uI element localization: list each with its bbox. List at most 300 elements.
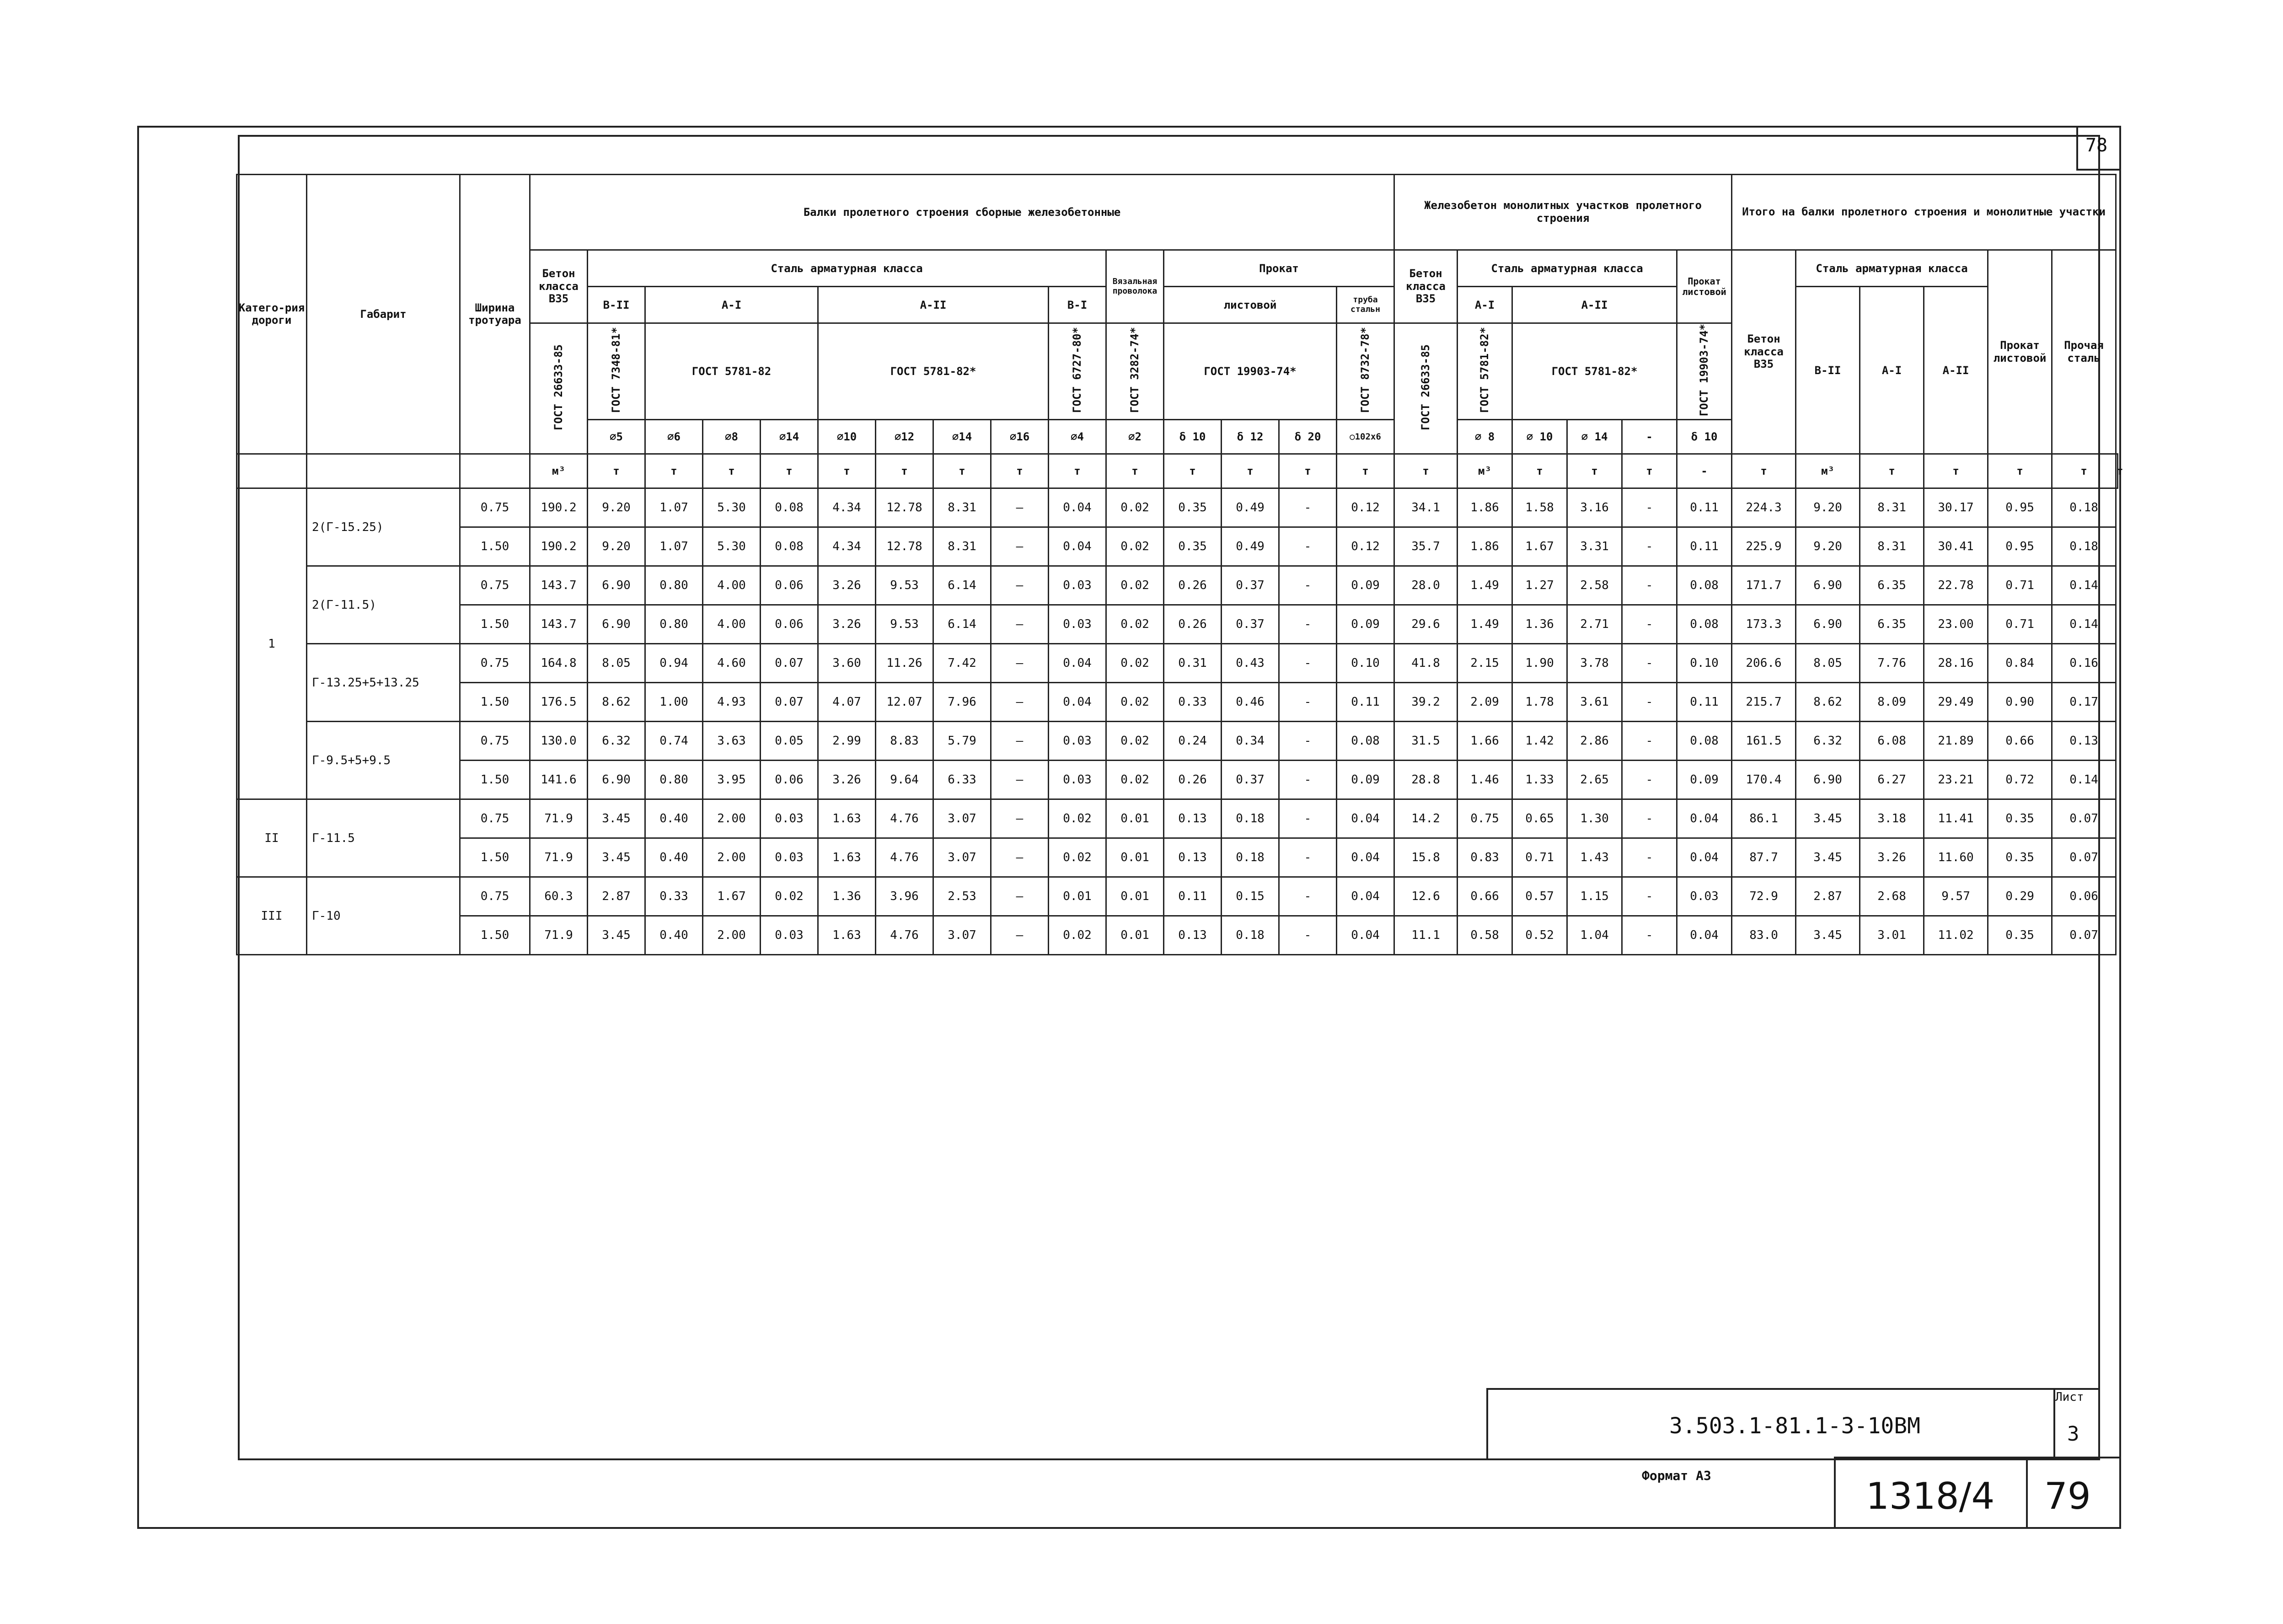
table-cell: 143.7	[530, 566, 588, 605]
table-cell: 0.65	[1512, 799, 1567, 838]
table-cell: 0.02	[1049, 799, 1106, 838]
table-cell: 3.45	[1796, 838, 1860, 877]
diameter2: δ 10	[1677, 420, 1732, 454]
table-cell: -	[1622, 916, 1677, 955]
diameter: ⌀16	[991, 420, 1049, 454]
table-cell: 0.02	[1106, 644, 1164, 683]
table-cell: 28.8	[1394, 761, 1458, 799]
table-cell: 3.31	[1567, 527, 1622, 566]
gost2-19903: ГОСТ 19903-74*	[1677, 323, 1732, 420]
table-cell: 0.71	[1988, 566, 2052, 605]
table-cell: 9.64	[876, 761, 933, 799]
table-cell: 164.8	[530, 644, 588, 683]
unit-cell: т	[1337, 454, 1394, 488]
table-cell: Г-10	[307, 877, 460, 955]
table-cell: 2.00	[703, 916, 761, 955]
col-category: Катего-рия дороги	[237, 175, 307, 454]
table-cell: 1.36	[1512, 605, 1567, 644]
table-cell: 0.83	[1458, 838, 1512, 877]
group-monolith: Железобетон монолитных участков пролетного строения	[1394, 175, 1732, 250]
table-cell: –	[991, 916, 1049, 955]
unit-cell: т	[1106, 454, 1164, 488]
table-cell: 0.33	[1164, 683, 1222, 722]
table-cell: 0.24	[1164, 722, 1222, 761]
unit-cell: т	[645, 454, 703, 488]
diameter: ⌀4	[1049, 420, 1106, 454]
h-beton2: Бетон класса В35	[1394, 250, 1458, 323]
table-cell: 0.01	[1106, 877, 1164, 916]
h3-cls-a1: А-I	[1860, 287, 1924, 454]
table-cell: 28.0	[1394, 566, 1458, 605]
gost-beton: ГОСТ 26633-85	[530, 323, 588, 454]
h2-cls-a2: А-II	[1512, 287, 1677, 323]
table-cell: 0.03	[1677, 877, 1732, 916]
table-cell: -	[1279, 761, 1337, 799]
h-cls-b2: В-II	[588, 287, 645, 323]
table-cell: 0.26	[1164, 566, 1222, 605]
gost-7348: ГОСТ 7348-81*	[588, 323, 645, 420]
table-cell: 12.07	[876, 683, 933, 722]
table-cell: 3.26	[818, 566, 876, 605]
h-prokat3: Прокат листовой	[1988, 250, 2052, 454]
unit-cell: т	[1222, 454, 1279, 488]
unit-cell: т	[1860, 454, 1924, 488]
table-cell: 8.31	[1860, 488, 1924, 527]
table-cell: 141.6	[530, 761, 588, 799]
table-row	[237, 799, 2118, 838]
table-cell: 6.32	[1796, 722, 1860, 761]
diameter: ⌀8	[703, 420, 761, 454]
table-cell: 0.14	[2052, 761, 2116, 799]
table-cell: 0.26	[1164, 605, 1222, 644]
table-cell: 0.04	[1337, 799, 1394, 838]
inv-number: 1318/4	[1866, 1475, 1995, 1517]
table-cell: 0.02	[1049, 916, 1106, 955]
diameter: ⌀2	[1106, 420, 1164, 454]
table-cell: 0.75	[1458, 799, 1512, 838]
table-cell: 1.00	[645, 683, 703, 722]
gost2-beton: ГОСТ 26633-85	[1394, 323, 1458, 454]
table-cell: 0.02	[1106, 722, 1164, 761]
table-cell: 1.50	[460, 916, 530, 955]
table-cell: 6.08	[1860, 722, 1924, 761]
table-cell: 0.08	[1677, 566, 1732, 605]
materials-table	[236, 174, 2123, 955]
table-row	[237, 488, 2118, 527]
table-cell: 11.41	[1924, 799, 1988, 838]
table-cell: -	[1622, 488, 1677, 527]
table-cell: 29.6	[1394, 605, 1458, 644]
table-cell: 0.35	[1988, 799, 2052, 838]
table-cell: 0.10	[1337, 644, 1394, 683]
table-cell: 11.26	[876, 644, 933, 683]
table-cell: 0.04	[1049, 488, 1106, 527]
table-cell: 23.21	[1924, 761, 1988, 799]
table-cell: 0.49	[1222, 527, 1279, 566]
unit-cell: м³	[1796, 454, 1860, 488]
table-cell: 2(Г-15.25)	[307, 488, 460, 566]
table-cell: 0.02	[1106, 566, 1164, 605]
table-cell: 0.04	[1049, 683, 1106, 722]
table-cell: 0.18	[1222, 799, 1279, 838]
table-cell: 130.0	[530, 722, 588, 761]
unit-cell: т	[1512, 454, 1567, 488]
table-cell: -	[1279, 488, 1337, 527]
table-cell: 0.34	[1222, 722, 1279, 761]
table-cell: 1.50	[460, 838, 530, 877]
table-cell: 1.04	[1567, 916, 1622, 955]
table-cell: 72.9	[1732, 877, 1796, 916]
table-cell: 34.1	[1394, 488, 1458, 527]
table-cell: 0.09	[1337, 761, 1394, 799]
table-cell: 0.18	[1222, 838, 1279, 877]
h-stal3: Сталь арматурная класса	[1796, 250, 1988, 287]
table-cell: 0.74	[645, 722, 703, 761]
unit-cell: м³	[530, 454, 588, 488]
table-cell: 0.05	[761, 722, 818, 761]
table-cell: 0.37	[1222, 761, 1279, 799]
table-cell: 0.13	[2052, 722, 2116, 761]
table-cell: 0.02	[1106, 488, 1164, 527]
table-cell: 0.11	[1337, 683, 1394, 722]
unit-cell: т	[1988, 454, 2052, 488]
table-cell: 0.03	[1049, 761, 1106, 799]
table-cell: 190.2	[530, 527, 588, 566]
table-cell: 0.84	[1988, 644, 2052, 683]
table-cell: -	[1279, 799, 1337, 838]
table-cell: -	[1622, 527, 1677, 566]
table-cell: 0.12	[1337, 488, 1394, 527]
table-cell: 3.96	[876, 877, 933, 916]
table-cell: 0.09	[1677, 761, 1732, 799]
table-cell: 11.1	[1394, 916, 1458, 955]
table-cell: 9.20	[588, 488, 645, 527]
table-cell: 3.78	[1567, 644, 1622, 683]
table-cell: 0.14	[2052, 566, 2116, 605]
table-cell: 0.02	[1106, 761, 1164, 799]
diameter: ⌀5	[588, 420, 645, 454]
table-cell: 0.94	[645, 644, 703, 683]
table-cell: 5.79	[933, 722, 991, 761]
table-cell: 12.78	[876, 488, 933, 527]
table-cell: 0.75	[460, 566, 530, 605]
table-cell: 0.08	[761, 488, 818, 527]
table-cell: 6.32	[588, 722, 645, 761]
table-cell: 0.04	[1337, 916, 1394, 955]
table-cell: 21.89	[1924, 722, 1988, 761]
table-cell: 0.06	[2052, 877, 2116, 916]
diameter: δ 12	[1222, 420, 1279, 454]
table-cell: 39.2	[1394, 683, 1458, 722]
table-cell: 0.11	[1677, 683, 1732, 722]
table-cell: 0.49	[1222, 488, 1279, 527]
table-cell: -	[1622, 877, 1677, 916]
table-cell: 3.61	[1567, 683, 1622, 722]
h-beton3: Бетон класса В35	[1732, 250, 1796, 454]
table-cell: 14.2	[1394, 799, 1458, 838]
table-cell: 0.01	[1106, 838, 1164, 877]
table-cell: 5.30	[703, 527, 761, 566]
table-cell: 2(Г-11.5)	[307, 566, 460, 644]
table-cell: –	[991, 838, 1049, 877]
table-cell: Г-13.25+5+13.25	[307, 644, 460, 722]
table-cell: 0.04	[1677, 838, 1732, 877]
table-cell: 0.09	[1337, 605, 1394, 644]
table-cell: 1	[237, 488, 307, 799]
table-cell: 0.08	[761, 527, 818, 566]
table-cell: 9.20	[588, 527, 645, 566]
table-cell: 1.43	[1567, 838, 1622, 877]
table-cell: 7.76	[1860, 644, 1924, 683]
table-cell: 0.07	[761, 644, 818, 683]
table-cell: 2.87	[1796, 877, 1860, 916]
table-cell: 6.14	[933, 605, 991, 644]
table-cell: 9.53	[876, 605, 933, 644]
h-prokat: Прокат	[1164, 250, 1394, 287]
table-cell: 2.53	[933, 877, 991, 916]
table-cell: 3.45	[588, 916, 645, 955]
format-label: Формат А3	[1642, 1468, 1711, 1483]
table-cell: 1.63	[818, 799, 876, 838]
table-cell: 1.07	[645, 527, 703, 566]
table-cell: 225.9	[1732, 527, 1796, 566]
table-cell: 1.15	[1567, 877, 1622, 916]
table-cell: 0.08	[1677, 605, 1732, 644]
table-cell: 3.60	[818, 644, 876, 683]
table-cell: –	[991, 488, 1049, 527]
table-cell: Г-11.5	[307, 799, 460, 877]
table-cell: 1.49	[1458, 605, 1512, 644]
diameter: ⌀14	[761, 420, 818, 454]
table-cell: -	[1279, 722, 1337, 761]
table-cell: 7.96	[933, 683, 991, 722]
table-cell: -	[1622, 799, 1677, 838]
table-cell: II	[237, 799, 307, 877]
table-row	[237, 877, 2118, 916]
table-cell: 4.07	[818, 683, 876, 722]
table-cell: 6.90	[588, 566, 645, 605]
diameter: ○102х6	[1337, 420, 1394, 454]
table-cell: 0.29	[1988, 877, 2052, 916]
table-cell: 0.35	[1988, 916, 2052, 955]
table-cell: 3.18	[1860, 799, 1924, 838]
table-cell: 0.80	[645, 761, 703, 799]
table-cell: 224.3	[1732, 488, 1796, 527]
table-cell: 0.58	[1458, 916, 1512, 955]
table-cell: 0.57	[1512, 877, 1567, 916]
table-cell: 6.90	[1796, 566, 1860, 605]
table-cell: 1.27	[1512, 566, 1567, 605]
table-cell: 3.45	[1796, 799, 1860, 838]
table-cell: 12.78	[876, 527, 933, 566]
table-cell: 1.86	[1458, 488, 1512, 527]
table-cell: -	[1622, 644, 1677, 683]
table-cell: 60.3	[530, 877, 588, 916]
table-cell: 0.03	[1049, 605, 1106, 644]
table-cell: 4.93	[703, 683, 761, 722]
table-cell: 0.43	[1222, 644, 1279, 683]
table-cell: 1.90	[1512, 644, 1567, 683]
unit-cell: т	[1394, 454, 1458, 488]
table-cell: 8.62	[588, 683, 645, 722]
table-cell: 30.17	[1924, 488, 1988, 527]
diameter: ⌀14	[933, 420, 991, 454]
table-cell: 0.31	[1164, 644, 1222, 683]
diameter2: -	[1622, 420, 1677, 454]
table-row	[237, 527, 2118, 566]
table-cell: 0.40	[645, 916, 703, 955]
table-cell: 0.90	[1988, 683, 2052, 722]
table-cell: 0.75	[460, 722, 530, 761]
table-cell: 161.5	[1732, 722, 1796, 761]
table-cell: 6.35	[1860, 566, 1924, 605]
table-cell: 0.02	[1106, 527, 1164, 566]
table-cell: 0.35	[1988, 838, 2052, 877]
table-cell: 0.80	[645, 566, 703, 605]
unit-cell: т	[1164, 454, 1222, 488]
table-cell: 0.95	[1988, 527, 2052, 566]
table-cell: 23.00	[1924, 605, 1988, 644]
table-cell: 0.04	[1677, 916, 1732, 955]
table-row	[237, 838, 2118, 877]
table-cell: 0.01	[1106, 799, 1164, 838]
table-cell: 0.18	[2052, 488, 2116, 527]
table-cell: 2.09	[1458, 683, 1512, 722]
table-cell: –	[991, 761, 1049, 799]
table-cell: 3.26	[818, 605, 876, 644]
table-cell: 4.34	[818, 527, 876, 566]
table-cell: 0.71	[1512, 838, 1567, 877]
h-proch: Прочая сталь	[2052, 250, 2116, 454]
sheet-number: 3	[2067, 1422, 2079, 1446]
table-cell: -	[1279, 838, 1337, 877]
table-cell: 1.63	[818, 838, 876, 877]
table-cell: 0.09	[1337, 566, 1394, 605]
table-cell: 0.02	[1106, 605, 1164, 644]
table-cell: 0.01	[1049, 877, 1106, 916]
table-cell: 1.58	[1512, 488, 1567, 527]
gost-5781b: ГОСТ 5781-82*	[818, 323, 1049, 420]
table-cell: 0.08	[1337, 722, 1394, 761]
table-cell: 2.99	[818, 722, 876, 761]
table-cell: 206.6	[1732, 644, 1796, 683]
h-stal: Сталь арматурная класса	[588, 250, 1106, 287]
table-cell: 1.33	[1512, 761, 1567, 799]
table-cell: 31.5	[1394, 722, 1458, 761]
table-cell: 0.37	[1222, 605, 1279, 644]
table-cell: 0.13	[1164, 916, 1222, 955]
table-cell: –	[991, 605, 1049, 644]
table-cell: 0.03	[761, 799, 818, 838]
table-cell: 1.46	[1458, 761, 1512, 799]
table-cell: 71.9	[530, 799, 588, 838]
table-cell: 4.34	[818, 488, 876, 527]
unit-cell: т	[876, 454, 933, 488]
table-cell: 2.87	[588, 877, 645, 916]
table-cell: 1.78	[1512, 683, 1567, 722]
table-cell: 8.31	[1860, 527, 1924, 566]
col-gabarit: Габарит	[307, 175, 460, 454]
table-cell: –	[991, 722, 1049, 761]
h-cls-a2: А-II	[818, 287, 1049, 323]
table-cell: 0.02	[761, 877, 818, 916]
table-cell: -	[1622, 722, 1677, 761]
table-cell: 176.5	[530, 683, 588, 722]
group-beams: Балки пролетного строения сборные железобетонные	[530, 175, 1394, 250]
table-cell: 83.0	[1732, 916, 1796, 955]
table-cell: 0.52	[1512, 916, 1567, 955]
h3-cls-a2: А-II	[1924, 287, 1988, 454]
table-cell: 0.06	[761, 761, 818, 799]
diameter2: ⌀ 14	[1567, 420, 1622, 454]
table-cell: 2.71	[1567, 605, 1622, 644]
table-cell: 0.40	[645, 799, 703, 838]
diameter: δ 20	[1279, 420, 1337, 454]
table-cell: 2.00	[703, 799, 761, 838]
unit-cell: т	[1567, 454, 1622, 488]
gost2-5781b: ГОСТ 5781-82*	[1512, 323, 1677, 420]
table-cell: 0.03	[761, 916, 818, 955]
table-cell: 9.57	[1924, 877, 1988, 916]
unit-cell: т	[761, 454, 818, 488]
table-cell: -	[1622, 566, 1677, 605]
table-cell: 0.06	[761, 566, 818, 605]
table-cell: 0.07	[2052, 838, 2116, 877]
table-cell: 0.06	[761, 605, 818, 644]
table-cell: 9.20	[1796, 527, 1860, 566]
page-number: 79	[2044, 1475, 2091, 1517]
table-cell: 2.00	[703, 838, 761, 877]
table-cell: 0.95	[1988, 488, 2052, 527]
table-cell: –	[991, 877, 1049, 916]
table-cell: 0.04	[1049, 527, 1106, 566]
table-cell: 0.11	[1677, 488, 1732, 527]
table-cell: 1.50	[460, 683, 530, 722]
table-cell: -	[1279, 683, 1337, 722]
table-cell: 1.07	[645, 488, 703, 527]
table-cell: 0.17	[2052, 683, 2116, 722]
table-cell: 215.7	[1732, 683, 1796, 722]
gost-3282: ГОСТ 3282-74*	[1106, 323, 1164, 420]
diameter: ⌀6	[645, 420, 703, 454]
table-cell: 0.72	[1988, 761, 2052, 799]
unit-cell: м³	[1458, 454, 1512, 488]
table-cell: 0.03	[1049, 722, 1106, 761]
table-cell: 0.04	[1677, 799, 1732, 838]
table-cell: 29.49	[1924, 683, 1988, 722]
table-cell: 0.10	[1677, 644, 1732, 683]
h2-cls-a1: А-I	[1458, 287, 1512, 323]
table-cell: 0.04	[1337, 838, 1394, 877]
table-cell: 1.50	[460, 527, 530, 566]
table-cell: 8.31	[933, 488, 991, 527]
table-cell: 6.90	[588, 605, 645, 644]
table-cell: 22.78	[1924, 566, 1988, 605]
table-cell: 3.45	[588, 838, 645, 877]
table-cell: 4.76	[876, 799, 933, 838]
table-cell: 3.45	[588, 799, 645, 838]
unit-cell: т	[2116, 454, 2118, 488]
table-cell: 11.02	[1924, 916, 1988, 955]
table-cell: 1.49	[1458, 566, 1512, 605]
table-cell: 12.6	[1394, 877, 1458, 916]
table-cell: 8.05	[588, 644, 645, 683]
h-prokat2: Прокат листовой	[1677, 250, 1732, 323]
gost-6727: ГОСТ 6727-80*	[1049, 323, 1106, 420]
table-cell: 0.71	[1988, 605, 2052, 644]
unit-cell: т	[1279, 454, 1337, 488]
table-cell: 2.15	[1458, 644, 1512, 683]
